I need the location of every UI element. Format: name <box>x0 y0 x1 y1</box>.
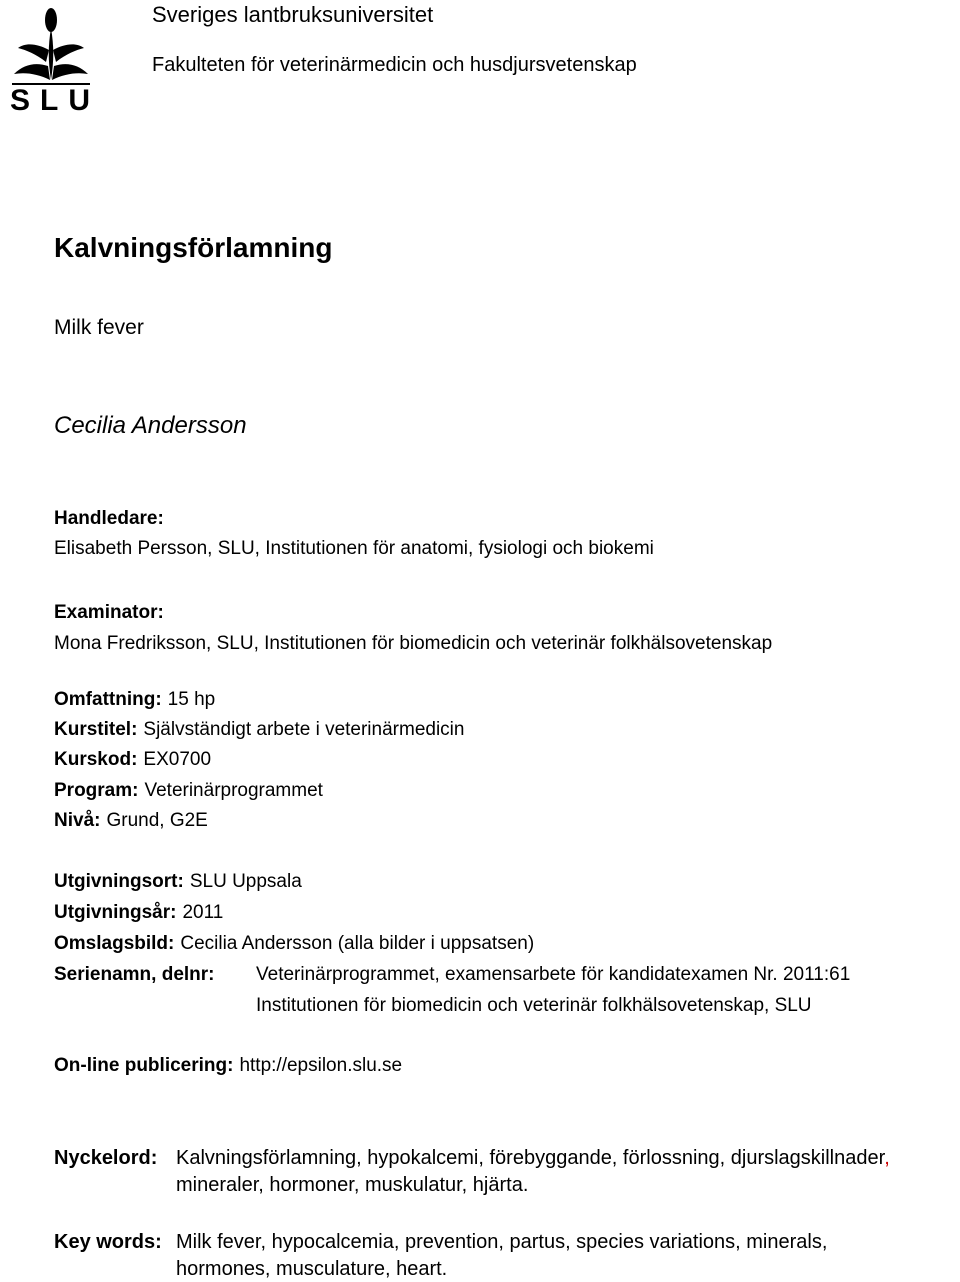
course-value: 15 hp <box>167 689 216 710</box>
course-label: Program: <box>54 780 139 801</box>
course-row-level <box>54 810 208 832</box>
publication-value: 2011 <box>182 902 224 923</box>
keywords-en-label: Key words: <box>54 1231 162 1253</box>
course-row-code <box>54 749 211 771</box>
keywords-en <box>54 1231 954 1280</box>
course-row-program <box>54 780 323 802</box>
course-label: Omfattning: <box>54 689 162 710</box>
keywords-sv-text: Kalvningsförlamning, hypokalcemi, förebyggande, förlossning, djurslagskillnader <box>176 1147 885 1169</box>
series-label: Serienamn, delnr: <box>54 964 215 985</box>
publication-label: Omslagsbild: <box>54 933 175 954</box>
course-value: Självständigt arbete i veterinärmedicin <box>143 719 465 740</box>
supervisor-label: Handledare: <box>54 508 164 529</box>
publication-label: Utgivningsår: <box>54 902 177 923</box>
slu-logo <box>8 6 100 118</box>
supervisor-value: Elisabeth Persson, SLU, Institutionen för anatomi, fysiologi och biokemi <box>54 538 654 559</box>
course-value: Grund, G2E <box>106 810 208 831</box>
course-row-scope <box>54 689 215 711</box>
publication-row-cover <box>54 933 534 955</box>
document-title: Kalvningsförlamning <box>54 232 333 263</box>
document-author: Cecilia Andersson <box>54 412 247 439</box>
keywords-en-line-1: Milk fever, hypocalcemia, prevention, partus, species variations, minerals, <box>176 1231 828 1253</box>
publication-label: Utgivningsort: <box>54 871 184 892</box>
course-row-title <box>54 719 464 741</box>
document-subtitle: Milk fever <box>54 316 144 339</box>
logo-text: SLU <box>10 84 100 117</box>
keywords-sv-trailing-comma: , <box>884 1147 890 1169</box>
keywords-sv-label: Nyckelord: <box>54 1147 158 1169</box>
university-name: Sveriges lantbruksuniversitet <box>152 2 434 27</box>
online-row <box>54 1055 402 1077</box>
course-value: Veterinärprogrammet <box>144 780 323 801</box>
faculty-name: Fakulteten för veterinärmedicin och husdjursvetenskap <box>152 54 637 76</box>
online-link[interactable]: http://epsilon.slu.se <box>239 1055 403 1076</box>
publication-value: SLU Uppsala <box>189 871 302 892</box>
keywords-sv <box>54 1147 954 1196</box>
examiner-label: Examinator: <box>54 602 164 623</box>
publication-row-year <box>54 902 223 924</box>
keywords-sv-line-2: mineraler, hormoner, muskulatur, hjärta. <box>176 1174 529 1196</box>
publication-value: Cecilia Andersson (alla bilder i uppsatsen) <box>180 933 535 954</box>
course-label: Nivå: <box>54 810 101 831</box>
course-value: EX0700 <box>143 749 212 770</box>
keywords-en-line-2: hormones, musculature, heart. <box>176 1258 448 1280</box>
keywords-sv-line-1 <box>176 1147 890 1170</box>
series-line-1: Veterinärprogrammet, examensarbete för kandidatexamen Nr. 2011:61 <box>256 964 851 985</box>
course-label: Kurstitel: <box>54 719 138 740</box>
series-line-2: Institutionen för biomedicin och veterinär folkhälsovetenskap, SLU <box>256 995 812 1016</box>
course-label: Kurskod: <box>54 749 138 770</box>
examiner-value: Mona Fredriksson, SLU, Institutionen för biomedicin och veterinär folkhälsovetenskap <box>54 633 773 654</box>
publication-row-place <box>54 871 302 893</box>
online-label: On-line publicering: <box>54 1055 234 1076</box>
